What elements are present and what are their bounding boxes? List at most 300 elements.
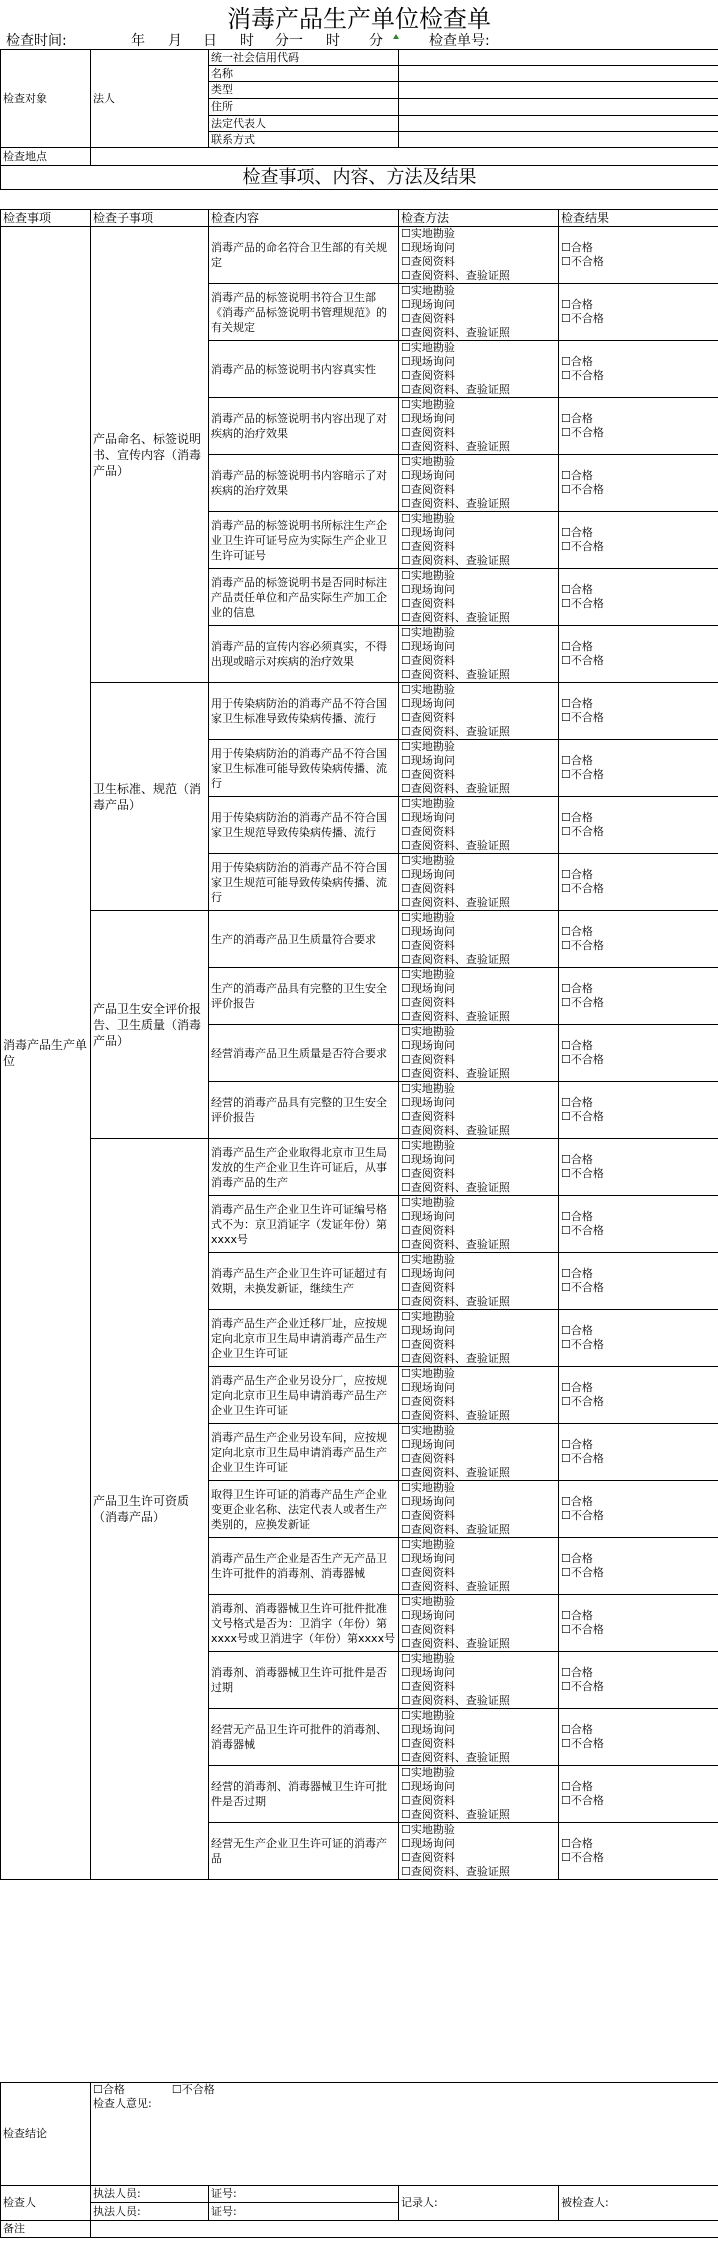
method-checkbox[interactable]: ☐查阅资料 (401, 1737, 455, 1750)
method-checkbox[interactable]: ☐现场询问 (401, 298, 455, 311)
method-checkbox[interactable]: ☐现场询问 (401, 469, 455, 482)
method-checkbox[interactable]: ☐查阅资料 (401, 1794, 455, 1807)
result-options (559, 911, 718, 968)
inspector-label: 检查人 (1, 2186, 91, 2221)
method-checkbox[interactable]: ☐查阅资料 (401, 825, 455, 838)
inspection-content: 经营的消毒剂、消毒器械卫生许可批件是否过期 (209, 1766, 399, 1823)
result-options (559, 1424, 718, 1481)
result-options (559, 569, 718, 626)
inspection-content: 消毒产品的标签说明书内容出现了对疾病的治疗效果 (209, 398, 399, 455)
result-pass-checkbox[interactable]: ☐合格 (561, 1609, 593, 1622)
table-row (1, 911, 718, 968)
method-options (399, 626, 559, 683)
method-checkbox[interactable]: ☐查阅资料、查验证照 (401, 1352, 510, 1365)
result-fail-checkbox[interactable]: ☐不合格 (561, 939, 604, 952)
method-options (399, 1595, 559, 1652)
sub-item-label: 产品卫生安全评价报告、卫生质量（消毒产品） (91, 911, 209, 1139)
result-options (559, 626, 718, 683)
conclusion-cell (91, 2083, 718, 2186)
method-checkbox[interactable]: ☐现场询问 (401, 241, 455, 254)
result-pass-checkbox[interactable]: ☐合格 (561, 583, 593, 596)
result-fail-checkbox[interactable]: ☐不合格 (561, 255, 604, 268)
result-pass-checkbox[interactable]: ☐合格 (561, 298, 593, 311)
method-checkbox[interactable]: ☐实地勘验 (401, 284, 455, 297)
inspector-opinion-label: 检查人意见: (93, 2097, 152, 2110)
field-value-name[interactable] (399, 66, 718, 82)
method-checkbox[interactable]: ☐查阅资料、查验证照 (401, 1409, 510, 1422)
inspection-items-table (0, 209, 718, 1880)
method-checkbox[interactable]: ☐实地勘验 (401, 227, 455, 240)
object-label: 检查对象 (1, 50, 91, 148)
method-checkbox[interactable]: ☐实地勘验 (401, 1253, 455, 1266)
method-checkbox[interactable]: ☐现场询问 (401, 1780, 455, 1793)
method-checkbox[interactable]: ☐现场询问 (401, 1153, 455, 1166)
method-checkbox[interactable]: ☐实地勘验 (401, 740, 455, 753)
method-checkbox[interactable]: ☐查阅资料、查验证照 (401, 668, 510, 681)
inspection-content: 消毒产品生产企业迁移厂址，应按规定向北京市卫生局申请消毒产品生产企业卫生许可证 (209, 1310, 399, 1367)
method-checkbox[interactable]: ☐查阅资料 (401, 1680, 455, 1693)
result-options (559, 227, 718, 284)
result-fail-checkbox[interactable]: ☐不合格 (561, 1167, 604, 1180)
result-options (559, 1367, 718, 1424)
field-label-name: 名称 (209, 66, 399, 82)
inspection-content: 经营的消毒产品具有完整的卫生安全评价报告 (209, 1082, 399, 1139)
method-checkbox[interactable]: ☐查阅资料 (401, 1509, 455, 1522)
method-checkbox[interactable]: ☐查阅资料 (401, 1281, 455, 1294)
object-sub-label: 法人 (91, 50, 209, 148)
method-checkbox[interactable]: ☐查阅资料、查验证照 (401, 1067, 510, 1080)
method-checkbox[interactable]: ☐实地勘验 (401, 1823, 455, 1836)
result-pass-checkbox[interactable]: ☐合格 (561, 1780, 593, 1793)
inspection-content: 生产的消毒产品卫生质量符合要求 (209, 911, 399, 968)
method-checkbox[interactable]: ☐查阅资料 (401, 540, 455, 553)
method-checkbox[interactable]: ☐现场询问 (401, 526, 455, 539)
result-pass-checkbox[interactable]: ☐合格 (561, 982, 593, 995)
method-checkbox[interactable]: ☐查阅资料、查验证照 (401, 1124, 510, 1137)
result-fail-checkbox[interactable]: ☐不合格 (561, 1053, 604, 1066)
result-fail-checkbox[interactable]: ☐不合格 (561, 483, 604, 496)
method-checkbox[interactable]: ☐查阅资料 (401, 312, 455, 325)
method-checkbox[interactable]: ☐查阅资料 (401, 369, 455, 382)
inspection-content: 消毒产品的标签说明书符合卫生部《消毒产品标签说明书管理规范》的有关规定 (209, 284, 399, 341)
method-checkbox[interactable]: ☐查阅资料 (401, 597, 455, 610)
method-options (399, 968, 559, 1025)
result-fail-checkbox[interactable]: ☐不合格 (561, 1680, 604, 1693)
method-options (399, 227, 559, 284)
cert-label-2: 证号: (209, 2203, 399, 2221)
header-method: 检查方法 (399, 210, 559, 227)
method-checkbox[interactable]: ☐现场询问 (401, 1723, 455, 1736)
method-checkbox[interactable]: ☐查阅资料 (401, 1566, 455, 1579)
method-checkbox[interactable]: ☐实地勘验 (401, 512, 455, 525)
inspection-content: 消毒产品生产企业取得北京市卫生局发放的生产企业卫生许可证后，从事消毒产品的生产 (209, 1139, 399, 1196)
conclusion-pass-checkbox[interactable]: ☐合格 (93, 2083, 125, 2096)
inspection-content: 消毒产品的命名符合卫生部的有关规定 (209, 227, 399, 284)
method-checkbox[interactable]: ☐现场询问 (401, 868, 455, 881)
result-fail-checkbox[interactable]: ☐不合格 (561, 1281, 604, 1294)
method-checkbox[interactable]: ☐实地勘验 (401, 1025, 455, 1038)
result-pass-checkbox[interactable]: ☐合格 (561, 1324, 593, 1337)
result-fail-checkbox[interactable]: ☐不合格 (561, 1224, 604, 1237)
method-checkbox[interactable]: ☐实地勘验 (401, 1652, 455, 1665)
result-options (559, 797, 718, 854)
method-options (399, 1481, 559, 1538)
result-options (559, 1823, 718, 1880)
field-value-legal-rep[interactable] (399, 116, 718, 132)
method-checkbox[interactable]: ☐现场询问 (401, 1039, 455, 1052)
location-label: 检查地点 (1, 148, 91, 166)
method-checkbox[interactable]: ☐现场询问 (401, 982, 455, 995)
result-pass-checkbox[interactable]: ☐合格 (561, 697, 593, 710)
field-label-address: 住所 (209, 99, 399, 116)
method-checkbox[interactable]: ☐查阅资料、查验证照 (401, 1580, 510, 1593)
method-checkbox[interactable]: ☐实地勘验 (401, 1196, 455, 1209)
method-checkbox[interactable]: ☐现场询问 (401, 640, 455, 653)
method-options (399, 1025, 559, 1082)
result-pass-checkbox[interactable]: ☐合格 (561, 1723, 593, 1736)
inspection-content: 消毒产品的标签说明书是否同时标注产品责任单位和产品实际生产加工企业的信息 (209, 569, 399, 626)
method-options (399, 1139, 559, 1196)
inspection-content: 取得卫生许可证的消毒产品生产企业变更企业名称、法定代表人或者生产类别的，应换发新证 (209, 1481, 399, 1538)
table-row (1, 1139, 718, 1196)
method-checkbox[interactable]: ☐查阅资料、查验证照 (401, 611, 510, 624)
result-pass-checkbox[interactable]: ☐合格 (561, 1381, 593, 1394)
method-checkbox[interactable]: ☐现场询问 (401, 1495, 455, 1508)
method-options (399, 341, 559, 398)
result-fail-checkbox[interactable]: ☐不合格 (561, 1737, 604, 1750)
result-fail-checkbox[interactable]: ☐不合格 (561, 654, 604, 667)
cert-label-1: 证号: (209, 2186, 399, 2203)
method-checkbox[interactable]: ☐实地勘验 (401, 341, 455, 354)
method-options (399, 398, 559, 455)
header-sub-item: 检查子事项 (91, 210, 209, 227)
method-checkbox[interactable]: ☐查阅资料 (401, 1053, 455, 1066)
method-checkbox[interactable]: ☐实地勘验 (401, 1538, 455, 1551)
inspection-content: 经营无生产企业卫生许可证的消毒产品 (209, 1823, 399, 1880)
method-checkbox[interactable]: ☐实地勘验 (401, 1310, 455, 1323)
method-options (399, 1253, 559, 1310)
method-checkbox[interactable]: ☐查阅资料 (401, 1224, 455, 1237)
day-label: 日 (203, 33, 217, 49)
inspection-content: 消毒剂、消毒器械卫生许可批件批准文号格式是否为：卫消字（年份）第xxxx号或卫消进字（年份）第xxxx号 (209, 1595, 399, 1652)
method-checkbox[interactable]: ☐现场询问 (401, 355, 455, 368)
result-pass-checkbox[interactable]: ☐合格 (561, 1267, 593, 1280)
cell-marker-icon (393, 34, 399, 39)
method-checkbox[interactable]: ☐查阅资料、查验证照 (401, 440, 510, 453)
officer-label-1: 执法人员: (91, 2186, 209, 2203)
result-options (559, 683, 718, 740)
method-checkbox[interactable]: ☐查阅资料、查验证照 (401, 839, 510, 852)
result-fail-checkbox[interactable]: ☐不合格 (561, 882, 604, 895)
result-options (559, 512, 718, 569)
result-fail-checkbox[interactable]: ☐不合格 (561, 1452, 604, 1465)
result-options (559, 1196, 718, 1253)
result-options (559, 1652, 718, 1709)
method-checkbox[interactable]: ☐实地勘验 (401, 854, 455, 867)
result-pass-checkbox[interactable]: ☐合格 (561, 469, 593, 482)
method-checkbox[interactable]: ☐查阅资料、查验证照 (401, 1466, 510, 1479)
method-checkbox[interactable]: ☐查阅资料 (401, 1110, 455, 1123)
inspection-time-label: 检查时间: (6, 33, 67, 49)
inspection-content: 生产的消毒产品具有完整的卫生安全评价报告 (209, 968, 399, 1025)
inspection-content: 消毒产品生产企业另设车间，应按规定向北京市卫生局申请消毒产品生产企业卫生许可证 (209, 1424, 399, 1481)
result-pass-checkbox[interactable]: ☐合格 (561, 1666, 593, 1679)
method-checkbox[interactable]: ☐实地勘验 (401, 797, 455, 810)
method-checkbox[interactable]: ☐查阅资料、查验证照 (401, 1808, 510, 1821)
footer-table (0, 2082, 718, 2238)
method-checkbox[interactable]: ☐查阅资料、查验证照 (401, 1238, 510, 1251)
method-options (399, 683, 559, 740)
result-pass-checkbox[interactable]: ☐合格 (561, 868, 593, 881)
method-checkbox[interactable]: ☐查阅资料 (401, 768, 455, 781)
method-checkbox[interactable]: ☐查阅资料、查验证照 (401, 1295, 510, 1308)
year-label: 年 (131, 33, 145, 49)
inspection-content: 经营无产品卫生许可批件的消毒剂、消毒器械 (209, 1709, 399, 1766)
result-pass-checkbox[interactable]: ☐合格 (561, 925, 593, 938)
method-checkbox[interactable]: ☐查阅资料 (401, 939, 455, 952)
section-title: 检查事项、内容、方法及结果 (1, 166, 718, 190)
result-pass-checkbox[interactable]: ☐合格 (561, 412, 593, 425)
result-pass-checkbox[interactable]: ☐合格 (561, 1552, 593, 1565)
field-value-contact[interactable] (399, 132, 718, 148)
inspection-content: 消毒产品的宣传内容必须真实，不得出现或暗示对疾病的治疗效果 (209, 626, 399, 683)
result-fail-checkbox[interactable]: ☐不合格 (561, 996, 604, 1009)
field-label-type: 类型 (209, 82, 399, 99)
inspected-label: 被检查人: (559, 2186, 718, 2221)
method-checkbox[interactable]: ☐现场询问 (401, 925, 455, 938)
result-pass-checkbox[interactable]: ☐合格 (561, 241, 593, 254)
method-checkbox[interactable]: ☐查阅资料 (401, 426, 455, 439)
method-checkbox[interactable]: ☐查阅资料 (401, 1395, 455, 1408)
method-checkbox[interactable]: ☐实地勘验 (401, 455, 455, 468)
result-fail-checkbox[interactable]: ☐不合格 (561, 540, 604, 553)
inspection-content: 消毒产品的标签说明书内容暗示了对疾病的治疗效果 (209, 455, 399, 512)
result-pass-checkbox[interactable]: ☐合格 (561, 754, 593, 767)
method-checkbox[interactable]: ☐实地勘验 (401, 683, 455, 696)
result-pass-checkbox[interactable]: ☐合格 (561, 811, 593, 824)
result-options (559, 398, 718, 455)
result-options (559, 968, 718, 1025)
method-checkbox[interactable]: ☐查阅资料、查验证照 (401, 1751, 510, 1764)
method-checkbox[interactable]: ☐现场询问 (401, 1210, 455, 1223)
method-checkbox[interactable]: ☐现场询问 (401, 1096, 455, 1109)
method-checkbox[interactable]: ☐现场询问 (401, 1324, 455, 1337)
method-options (399, 797, 559, 854)
method-checkbox[interactable]: ☐现场询问 (401, 1381, 455, 1394)
method-checkbox[interactable]: ☐查阅资料 (401, 654, 455, 667)
method-checkbox[interactable]: ☐实地勘验 (401, 1367, 455, 1380)
method-checkbox[interactable]: ☐查阅资料、查验证照 (401, 1181, 510, 1194)
method-options (399, 569, 559, 626)
result-fail-checkbox[interactable]: ☐不合格 (561, 369, 604, 382)
method-checkbox[interactable]: ☐实地勘验 (401, 911, 455, 924)
result-fail-checkbox[interactable]: ☐不合格 (561, 1338, 604, 1351)
result-options (559, 740, 718, 797)
method-checkbox[interactable]: ☐查阅资料、查验证照 (401, 383, 510, 396)
result-options (559, 1766, 718, 1823)
method-checkbox[interactable]: ☐实地勘验 (401, 1082, 455, 1095)
method-checkbox[interactable]: ☐现场询问 (401, 1609, 455, 1622)
remarks-value[interactable] (91, 2221, 718, 2238)
result-pass-checkbox[interactable]: ☐合格 (561, 1837, 593, 1850)
method-checkbox[interactable]: ☐现场询问 (401, 697, 455, 710)
inspection-content: 用于传染病防治的消毒产品不符合国家卫生标准可能导致传染病传播、流行 (209, 740, 399, 797)
result-options (559, 1481, 718, 1538)
method-checkbox[interactable]: ☐现场询问 (401, 412, 455, 425)
method-checkbox[interactable]: ☐现场询问 (401, 1837, 455, 1850)
method-checkbox[interactable]: ☐实地勘验 (401, 1424, 455, 1437)
remarks-label: 备注 (1, 2221, 91, 2238)
inspection-content: 消毒产品生产企业另设分厂，应按规定向北京市卫生局申请消毒产品生产企业卫生许可证 (209, 1367, 399, 1424)
method-checkbox[interactable]: ☐查阅资料 (401, 483, 455, 496)
sub-item-label: 卫生标准、规范（消毒产品） (91, 683, 209, 911)
result-fail-checkbox[interactable]: ☐不合格 (561, 1851, 604, 1864)
method-checkbox[interactable]: ☐实地勘验 (401, 569, 455, 582)
method-options (399, 1538, 559, 1595)
month-label: 月 (168, 33, 182, 49)
result-pass-checkbox[interactable]: ☐合格 (561, 1096, 593, 1109)
sub-item-label: 产品命名、标签说明书、宣传内容（消毒产品） (91, 227, 209, 683)
result-fail-checkbox[interactable]: ☐不合格 (561, 426, 604, 439)
result-fail-checkbox[interactable]: ☐不合格 (561, 597, 604, 610)
field-label-contact: 联系方式 (209, 132, 399, 148)
conclusion-fail-checkbox[interactable]: ☐不合格 (171, 2083, 215, 2096)
sub-item-label: 产品卫生许可资质（消毒产品） (91, 1139, 209, 1880)
method-checkbox[interactable]: ☐查阅资料、查验证照 (401, 953, 510, 966)
form-number-label: 检查单号: (429, 33, 490, 49)
method-checkbox[interactable]: ☐实地勘验 (401, 1595, 455, 1608)
method-checkbox[interactable]: ☐查阅资料 (401, 255, 455, 268)
result-pass-checkbox[interactable]: ☐合格 (561, 355, 593, 368)
method-options (399, 1367, 559, 1424)
result-fail-checkbox[interactable]: ☐不合格 (561, 711, 604, 724)
object-table (0, 49, 718, 190)
result-fail-checkbox[interactable]: ☐不合格 (561, 768, 604, 781)
result-options (559, 455, 718, 512)
inspection-content: 用于传染病防治的消毒产品不符合国家卫生规范导致传染病传播、流行 (209, 797, 399, 854)
minute-label: 分一 (275, 33, 303, 49)
method-checkbox[interactable]: ☐现场询问 (401, 754, 455, 767)
result-pass-checkbox[interactable]: ☐合格 (561, 1153, 593, 1166)
hour-label-2: 时 (326, 33, 340, 49)
method-checkbox[interactable]: ☐实地勘验 (401, 1709, 455, 1722)
result-options (559, 1595, 718, 1652)
minute-label-2: 分 (369, 33, 383, 49)
header-content: 检查内容 (209, 210, 399, 227)
method-options (399, 740, 559, 797)
result-fail-checkbox[interactable]: ☐不合格 (561, 825, 604, 838)
table-row (1, 683, 718, 740)
method-checkbox[interactable]: ☐现场询问 (401, 1267, 455, 1280)
method-options (399, 1766, 559, 1823)
result-options (559, 284, 718, 341)
result-options (559, 854, 718, 911)
method-checkbox[interactable]: ☐查阅资料 (401, 1452, 455, 1465)
method-checkbox[interactable]: ☐实地勘验 (401, 1766, 455, 1779)
page-title: 消毒产品生产单位检查单 (227, 5, 491, 33)
method-checkbox[interactable]: ☐查阅资料、查验证照 (401, 269, 510, 282)
conclusion-label: 检查结论 (1, 2083, 91, 2186)
field-value-credit-code[interactable] (399, 50, 718, 66)
method-checkbox[interactable]: ☐实地勘验 (401, 626, 455, 639)
inspection-content: 用于传染病防治的消毒产品不符合国家卫生规范可能导致传染病传播、流行 (209, 854, 399, 911)
method-checkbox[interactable]: ☐查阅资料 (401, 882, 455, 895)
result-options (559, 1310, 718, 1367)
result-options (559, 1253, 718, 1310)
field-value-address[interactable] (399, 99, 718, 116)
method-checkbox[interactable]: ☐查阅资料 (401, 711, 455, 724)
officer-label-2: 执法人员: (91, 2203, 209, 2221)
method-checkbox[interactable]: ☐查阅资料、查验证照 (401, 326, 510, 339)
method-options (399, 911, 559, 968)
result-options (559, 1538, 718, 1595)
method-checkbox[interactable]: ☐查阅资料、查验证照 (401, 554, 510, 567)
method-checkbox[interactable]: ☐现场询问 (401, 1552, 455, 1565)
result-options (559, 1025, 718, 1082)
method-options (399, 1709, 559, 1766)
result-fail-checkbox[interactable]: ☐不合格 (561, 1794, 604, 1807)
inspection-time-bar (0, 33, 718, 49)
method-checkbox[interactable]: ☐实地勘验 (401, 968, 455, 981)
method-checkbox[interactable]: ☐查阅资料、查验证照 (401, 497, 510, 510)
method-checkbox[interactable]: ☐查阅资料、查验证照 (401, 896, 510, 909)
method-checkbox[interactable]: ☐查阅资料 (401, 996, 455, 1009)
result-fail-checkbox[interactable]: ☐不合格 (561, 1566, 604, 1579)
inspection-content: 消毒剂、消毒器械卫生许可批件是否过期 (209, 1652, 399, 1709)
method-checkbox[interactable]: ☐查阅资料、查验证照 (401, 782, 510, 795)
field-label-legal-rep: 法定代表人 (209, 116, 399, 132)
result-fail-checkbox[interactable]: ☐不合格 (561, 1395, 604, 1408)
location-value[interactable] (91, 148, 718, 166)
method-options (399, 854, 559, 911)
method-checkbox[interactable]: ☐查阅资料 (401, 1851, 455, 1864)
method-checkbox[interactable]: ☐现场询问 (401, 811, 455, 824)
method-checkbox[interactable]: ☐实地勘验 (401, 1481, 455, 1494)
method-checkbox[interactable]: ☐查阅资料、查验证照 (401, 1694, 510, 1707)
method-options (399, 1196, 559, 1253)
result-pass-checkbox[interactable]: ☐合格 (561, 1438, 593, 1451)
method-checkbox[interactable]: ☐查阅资料、查验证照 (401, 1010, 510, 1023)
method-checkbox[interactable]: ☐查阅资料、查验证照 (401, 1865, 510, 1878)
method-checkbox[interactable]: ☐查阅资料、查验证照 (401, 725, 510, 738)
method-checkbox[interactable]: ☐查阅资料 (401, 1338, 455, 1351)
method-checkbox[interactable]: ☐现场询问 (401, 1438, 455, 1451)
method-checkbox[interactable]: ☐实地勘验 (401, 398, 455, 411)
result-pass-checkbox[interactable]: ☐合格 (561, 526, 593, 539)
result-options (559, 341, 718, 398)
method-checkbox[interactable]: ☐现场询问 (401, 1666, 455, 1679)
header-item: 检查事项 (1, 210, 91, 227)
header-row (1, 210, 718, 227)
method-checkbox[interactable]: ☐实地勘验 (401, 1139, 455, 1152)
method-checkbox[interactable]: ☐现场询问 (401, 583, 455, 596)
result-pass-checkbox[interactable]: ☐合格 (561, 1495, 593, 1508)
inspection-content: 用于传染病防治的消毒产品不符合国家卫生标准导致传染病传播、流行 (209, 683, 399, 740)
result-pass-checkbox[interactable]: ☐合格 (561, 1210, 593, 1223)
result-fail-checkbox[interactable]: ☐不合格 (561, 1110, 604, 1123)
result-pass-checkbox[interactable]: ☐合格 (561, 1039, 593, 1052)
result-fail-checkbox[interactable]: ☐不合格 (561, 1623, 604, 1636)
result-fail-checkbox[interactable]: ☐不合格 (561, 1509, 604, 1522)
result-options (559, 1709, 718, 1766)
method-checkbox[interactable]: ☐查阅资料 (401, 1167, 455, 1180)
field-value-type[interactable] (399, 82, 718, 99)
method-checkbox[interactable]: ☐查阅资料 (401, 1623, 455, 1636)
result-pass-checkbox[interactable]: ☐合格 (561, 640, 593, 653)
method-checkbox[interactable]: ☐查阅资料、查验证照 (401, 1637, 510, 1650)
method-checkbox[interactable]: ☐查阅资料、查验证照 (401, 1523, 510, 1536)
result-fail-checkbox[interactable]: ☐不合格 (561, 312, 604, 325)
